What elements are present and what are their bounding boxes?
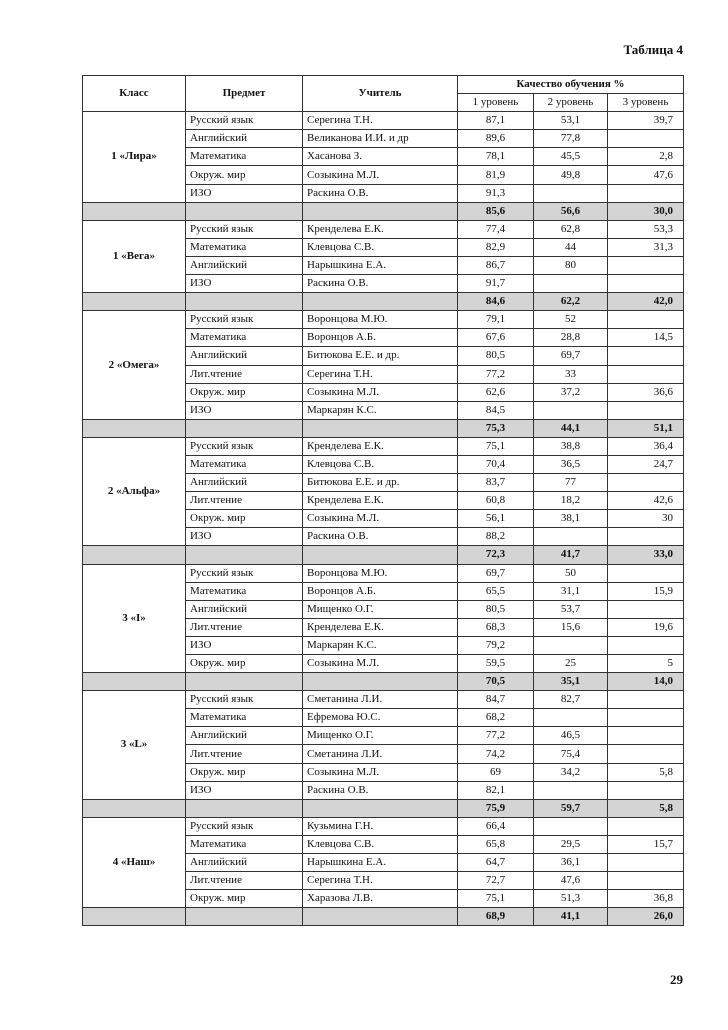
summary-empty-cell xyxy=(303,202,458,220)
class-name: 4 «Наш» xyxy=(83,817,186,907)
level-1-cell: 70,4 xyxy=(458,455,534,473)
teacher-cell: Воронцов А.Б. xyxy=(303,329,458,347)
subject-cell: ИЗО xyxy=(186,636,303,654)
level-3-cell: 2,8 xyxy=(608,148,684,166)
summary-level-3: 26,0 xyxy=(608,908,684,926)
teacher-cell: Воронцов А.Б. xyxy=(303,582,458,600)
level-2-cell: 52 xyxy=(534,311,608,329)
summary-empty-cell xyxy=(83,673,186,691)
level-3-cell xyxy=(608,817,684,835)
subject-cell: ИЗО xyxy=(186,275,303,293)
teacher-cell: Харазова Л.В. xyxy=(303,890,458,908)
subject-cell: Математика xyxy=(186,709,303,727)
subject-cell: Английский xyxy=(186,474,303,492)
level-1-cell: 83,7 xyxy=(458,474,534,492)
level-2-cell: 28,8 xyxy=(534,329,608,347)
summary-level-2: 62,2 xyxy=(534,293,608,311)
summary-empty-cell xyxy=(83,908,186,926)
summary-level-2: 41,1 xyxy=(534,908,608,926)
summary-level-1: 70,5 xyxy=(458,673,534,691)
teacher-cell: Созыкина М.Л. xyxy=(303,763,458,781)
subject-cell: Русский язык xyxy=(186,817,303,835)
teacher-cell: Сметанина Л.И. xyxy=(303,745,458,763)
level-1-cell: 65,5 xyxy=(458,582,534,600)
level-1-cell: 64,7 xyxy=(458,854,534,872)
subject-cell: Окруж. мир xyxy=(186,166,303,184)
level-1-cell: 77,2 xyxy=(458,365,534,383)
subject-cell: Английский xyxy=(186,256,303,274)
teacher-cell: Маркарян К.С. xyxy=(303,636,458,654)
teacher-cell: Созыкина М.Л. xyxy=(303,383,458,401)
level-1-cell: 67,6 xyxy=(458,329,534,347)
class-name: 3 «I» xyxy=(83,564,186,673)
summary-row xyxy=(83,202,684,220)
summary-empty-cell xyxy=(186,202,303,220)
page-number: 29 xyxy=(670,972,683,987)
level-3-cell: 36,6 xyxy=(608,383,684,401)
teacher-cell: Нарышкина Е.А. xyxy=(303,256,458,274)
class-name: 2 «Омега» xyxy=(83,311,186,420)
summary-level-2: 59,7 xyxy=(534,799,608,817)
summary-level-1: 75,9 xyxy=(458,799,534,817)
level-3-cell: 15,7 xyxy=(608,835,684,853)
level-2-cell: 53,7 xyxy=(534,600,608,618)
level-1-cell: 87,1 xyxy=(458,112,534,130)
summary-row xyxy=(83,293,684,311)
level-3-cell xyxy=(608,691,684,709)
subject-cell: Математика xyxy=(186,148,303,166)
level-2-cell: 51,3 xyxy=(534,890,608,908)
table-caption: Таблица 4 xyxy=(623,42,683,57)
subject-cell: Русский язык xyxy=(186,112,303,130)
teacher-cell: Воронцова М.Ю. xyxy=(303,311,458,329)
level-2-cell xyxy=(534,401,608,419)
subject-cell: Английский xyxy=(186,347,303,365)
level-2-cell xyxy=(534,709,608,727)
level-2-cell: 36,5 xyxy=(534,455,608,473)
class-name: 1 «Лира» xyxy=(83,112,186,202)
teacher-cell: Великанова И.И. и др xyxy=(303,130,458,148)
level-2-cell xyxy=(534,275,608,293)
subject-cell: Лит.чтение xyxy=(186,618,303,636)
summary-empty-cell xyxy=(303,673,458,691)
level-3-cell: 36,4 xyxy=(608,437,684,455)
level-3-cell: 5 xyxy=(608,655,684,673)
summary-level-1: 72,3 xyxy=(458,546,534,564)
level-2-cell: 34,2 xyxy=(534,763,608,781)
teacher-cell: Раскина О.В. xyxy=(303,528,458,546)
subject-cell: Русский язык xyxy=(186,564,303,582)
level-2-cell: 25 xyxy=(534,655,608,673)
summary-level-2: 41,7 xyxy=(534,546,608,564)
subject-cell: Английский xyxy=(186,854,303,872)
header-quality: Качество обучения % xyxy=(458,76,684,94)
summary-empty-cell xyxy=(83,799,186,817)
table-row xyxy=(83,311,684,329)
level-3-cell xyxy=(608,365,684,383)
header-teacher: Учитель xyxy=(303,76,458,112)
class-name: 3 «L» xyxy=(83,691,186,800)
level-2-cell: 45,5 xyxy=(534,148,608,166)
level-2-cell: 62,8 xyxy=(534,220,608,238)
level-2-cell: 50 xyxy=(534,564,608,582)
level-3-cell xyxy=(608,528,684,546)
subject-cell: Лит.чтение xyxy=(186,872,303,890)
subject-cell: ИЗО xyxy=(186,528,303,546)
summary-row xyxy=(83,546,684,564)
teacher-cell: Клевцова С.В. xyxy=(303,238,458,256)
level-2-cell: 82,7 xyxy=(534,691,608,709)
subject-cell: Английский xyxy=(186,130,303,148)
table-row xyxy=(83,564,684,582)
level-1-cell: 82,1 xyxy=(458,781,534,799)
level-2-cell: 33 xyxy=(534,365,608,383)
teacher-cell: Кренделева Е.К. xyxy=(303,220,458,238)
teacher-cell: Клевцова С.В. xyxy=(303,835,458,853)
level-1-cell: 84,5 xyxy=(458,401,534,419)
summary-empty-cell xyxy=(186,799,303,817)
level-3-cell: 47,6 xyxy=(608,166,684,184)
teacher-cell: Клевцова С.В. xyxy=(303,455,458,473)
teacher-cell: Мищенко О.Г. xyxy=(303,727,458,745)
level-3-cell xyxy=(608,130,684,148)
subject-cell: Русский язык xyxy=(186,311,303,329)
level-3-cell xyxy=(608,854,684,872)
level-2-cell: 15,6 xyxy=(534,618,608,636)
level-3-cell xyxy=(608,564,684,582)
level-3-cell xyxy=(608,636,684,654)
level-2-cell: 46,5 xyxy=(534,727,608,745)
level-1-cell: 74,2 xyxy=(458,745,534,763)
subject-cell: Математика xyxy=(186,582,303,600)
teacher-cell: Кренделева Е.К. xyxy=(303,437,458,455)
level-1-cell: 75,1 xyxy=(458,437,534,455)
table-row xyxy=(83,112,684,130)
subject-cell: Математика xyxy=(186,835,303,853)
table-body xyxy=(83,112,684,926)
summary-level-3: 5,8 xyxy=(608,799,684,817)
level-1-cell: 60,8 xyxy=(458,492,534,510)
class-name: 2 «Альфа» xyxy=(83,437,186,546)
level-1-cell: 79,1 xyxy=(458,311,534,329)
quality-table xyxy=(82,75,684,926)
subject-cell: Лит.чтение xyxy=(186,492,303,510)
summary-level-3: 51,1 xyxy=(608,419,684,437)
level-1-cell: 80,5 xyxy=(458,347,534,365)
summary-empty-cell xyxy=(186,546,303,564)
level-2-cell: 44 xyxy=(534,238,608,256)
summary-empty-cell xyxy=(303,293,458,311)
level-1-cell: 56,1 xyxy=(458,510,534,528)
level-3-cell xyxy=(608,727,684,745)
teacher-cell: Раскина О.В. xyxy=(303,184,458,202)
subject-cell: ИЗО xyxy=(186,401,303,419)
subject-cell: ИЗО xyxy=(186,781,303,799)
level-1-cell: 89,6 xyxy=(458,130,534,148)
level-3-cell xyxy=(608,745,684,763)
table-row xyxy=(83,691,684,709)
level-3-cell xyxy=(608,709,684,727)
teacher-cell: Нарышкина Е.А. xyxy=(303,854,458,872)
level-3-cell xyxy=(608,347,684,365)
summary-empty-cell xyxy=(83,546,186,564)
level-2-cell xyxy=(534,817,608,835)
summary-empty-cell xyxy=(186,673,303,691)
level-1-cell: 68,3 xyxy=(458,618,534,636)
level-1-cell: 68,2 xyxy=(458,709,534,727)
teacher-cell: Серегина Т.Н. xyxy=(303,872,458,890)
level-2-cell: 31,1 xyxy=(534,582,608,600)
class-name: 1 «Вега» xyxy=(83,220,186,292)
level-3-cell xyxy=(608,781,684,799)
level-2-cell: 36,1 xyxy=(534,854,608,872)
summary-level-1: 85,6 xyxy=(458,202,534,220)
level-3-cell: 53,3 xyxy=(608,220,684,238)
subject-cell: Русский язык xyxy=(186,437,303,455)
level-1-cell: 78,1 xyxy=(458,148,534,166)
level-1-cell: 88,2 xyxy=(458,528,534,546)
subject-cell: Лит.чтение xyxy=(186,745,303,763)
level-2-cell: 69,7 xyxy=(534,347,608,365)
header-level-1: 1 уровень xyxy=(458,94,534,112)
level-1-cell: 69,7 xyxy=(458,564,534,582)
teacher-cell: Созыкина М.Л. xyxy=(303,655,458,673)
level-2-cell: 49,8 xyxy=(534,166,608,184)
teacher-cell: Кренделева Е.К. xyxy=(303,492,458,510)
summary-empty-cell xyxy=(83,419,186,437)
level-3-cell: 36,8 xyxy=(608,890,684,908)
teacher-cell: Ефремова Ю.С. xyxy=(303,709,458,727)
subject-cell: Русский язык xyxy=(186,691,303,709)
summary-level-1: 75,3 xyxy=(458,419,534,437)
teacher-cell: Маркарян К.С. xyxy=(303,401,458,419)
level-1-cell: 65,8 xyxy=(458,835,534,853)
level-3-cell xyxy=(608,311,684,329)
level-2-cell xyxy=(534,528,608,546)
summary-row xyxy=(83,908,684,926)
level-1-cell: 77,2 xyxy=(458,727,534,745)
subject-cell: Окруж. мир xyxy=(186,763,303,781)
summary-empty-cell xyxy=(83,293,186,311)
level-3-cell: 14,5 xyxy=(608,329,684,347)
teacher-cell: Раскина О.В. xyxy=(303,781,458,799)
level-2-cell: 80 xyxy=(534,256,608,274)
subject-cell: Окруж. мир xyxy=(186,655,303,673)
level-3-cell xyxy=(608,275,684,293)
teacher-cell: Созыкина М.Л. xyxy=(303,510,458,528)
level-3-cell: 39,7 xyxy=(608,112,684,130)
level-3-cell xyxy=(608,256,684,274)
summary-empty-cell xyxy=(186,908,303,926)
level-3-cell xyxy=(608,184,684,202)
summary-empty-cell xyxy=(303,908,458,926)
level-3-cell xyxy=(608,474,684,492)
summary-empty-cell xyxy=(186,419,303,437)
header-level-2: 2 уровень xyxy=(534,94,608,112)
subject-cell: Окруж. мир xyxy=(186,510,303,528)
subject-cell: Математика xyxy=(186,238,303,256)
summary-level-3: 42,0 xyxy=(608,293,684,311)
summary-empty-cell xyxy=(186,293,303,311)
level-1-cell: 59,5 xyxy=(458,655,534,673)
subject-cell: Математика xyxy=(186,455,303,473)
summary-row xyxy=(83,799,684,817)
level-1-cell: 86,7 xyxy=(458,256,534,274)
subject-cell: Английский xyxy=(186,727,303,745)
summary-row xyxy=(83,673,684,691)
level-3-cell: 30 xyxy=(608,510,684,528)
summary-level-2: 35,1 xyxy=(534,673,608,691)
subject-cell: ИЗО xyxy=(186,184,303,202)
level-1-cell: 91,3 xyxy=(458,184,534,202)
subject-cell: Окруж. мир xyxy=(186,383,303,401)
summary-level-3: 33,0 xyxy=(608,546,684,564)
header-subject: Предмет xyxy=(186,76,303,112)
teacher-cell: Хасанова З. xyxy=(303,148,458,166)
level-1-cell: 62,6 xyxy=(458,383,534,401)
teacher-cell: Сметанина Л.И. xyxy=(303,691,458,709)
level-3-cell: 15,9 xyxy=(608,582,684,600)
teacher-cell: Созыкина М.Л. xyxy=(303,166,458,184)
table-row xyxy=(83,220,684,238)
level-1-cell: 81,9 xyxy=(458,166,534,184)
summary-level-2: 44,1 xyxy=(534,419,608,437)
level-2-cell: 18,2 xyxy=(534,492,608,510)
teacher-cell: Раскина О.В. xyxy=(303,275,458,293)
level-3-cell: 24,7 xyxy=(608,455,684,473)
level-1-cell: 91,7 xyxy=(458,275,534,293)
teacher-cell: Кренделева Е.К. xyxy=(303,618,458,636)
level-3-cell: 5,8 xyxy=(608,763,684,781)
level-1-cell: 80,5 xyxy=(458,600,534,618)
summary-level-1: 84,6 xyxy=(458,293,534,311)
summary-empty-cell xyxy=(303,546,458,564)
summary-row xyxy=(83,419,684,437)
level-2-cell: 47,6 xyxy=(534,872,608,890)
level-3-cell xyxy=(608,872,684,890)
teacher-cell: Мищенко О.Г. xyxy=(303,600,458,618)
subject-cell: Русский язык xyxy=(186,220,303,238)
subject-cell: Английский xyxy=(186,600,303,618)
level-3-cell xyxy=(608,401,684,419)
level-1-cell: 77,4 xyxy=(458,220,534,238)
summary-empty-cell xyxy=(303,419,458,437)
level-2-cell: 37,2 xyxy=(534,383,608,401)
teacher-cell: Битюкова Е.Е. и др. xyxy=(303,474,458,492)
teacher-cell: Кузьмина Г.Н. xyxy=(303,817,458,835)
level-2-cell: 77,8 xyxy=(534,130,608,148)
level-2-cell xyxy=(534,781,608,799)
level-3-cell xyxy=(608,600,684,618)
level-1-cell: 66,4 xyxy=(458,817,534,835)
teacher-cell: Серегина Т.Н. xyxy=(303,365,458,383)
level-2-cell xyxy=(534,636,608,654)
level-2-cell xyxy=(534,184,608,202)
level-1-cell: 69 xyxy=(458,763,534,781)
summary-level-1: 68,9 xyxy=(458,908,534,926)
level-3-cell: 42,6 xyxy=(608,492,684,510)
table-row xyxy=(83,437,684,455)
level-1-cell: 82,9 xyxy=(458,238,534,256)
subject-cell: Лит.чтение xyxy=(186,365,303,383)
level-2-cell: 38,8 xyxy=(534,437,608,455)
summary-empty-cell xyxy=(83,202,186,220)
summary-level-2: 56,6 xyxy=(534,202,608,220)
teacher-cell: Воронцова М.Ю. xyxy=(303,564,458,582)
header-class: Класс xyxy=(83,76,186,112)
table-row xyxy=(83,817,684,835)
level-3-cell: 19,6 xyxy=(608,618,684,636)
level-1-cell: 79,2 xyxy=(458,636,534,654)
level-2-cell: 77 xyxy=(534,474,608,492)
header-level-3: 3 уровень xyxy=(608,94,684,112)
subject-cell: Математика xyxy=(186,329,303,347)
level-1-cell: 72,7 xyxy=(458,872,534,890)
level-2-cell: 53,1 xyxy=(534,112,608,130)
level-2-cell: 29,5 xyxy=(534,835,608,853)
level-1-cell: 84,7 xyxy=(458,691,534,709)
summary-level-3: 14,0 xyxy=(608,673,684,691)
teacher-cell: Битюкова Е.Е. и др. xyxy=(303,347,458,365)
level-1-cell: 75,1 xyxy=(458,890,534,908)
teacher-cell: Серегина Т.Н. xyxy=(303,112,458,130)
summary-level-3: 30,0 xyxy=(608,202,684,220)
level-3-cell: 31,3 xyxy=(608,238,684,256)
level-2-cell: 75,4 xyxy=(534,745,608,763)
level-2-cell: 38,1 xyxy=(534,510,608,528)
subject-cell: Окруж. мир xyxy=(186,890,303,908)
summary-empty-cell xyxy=(303,799,458,817)
